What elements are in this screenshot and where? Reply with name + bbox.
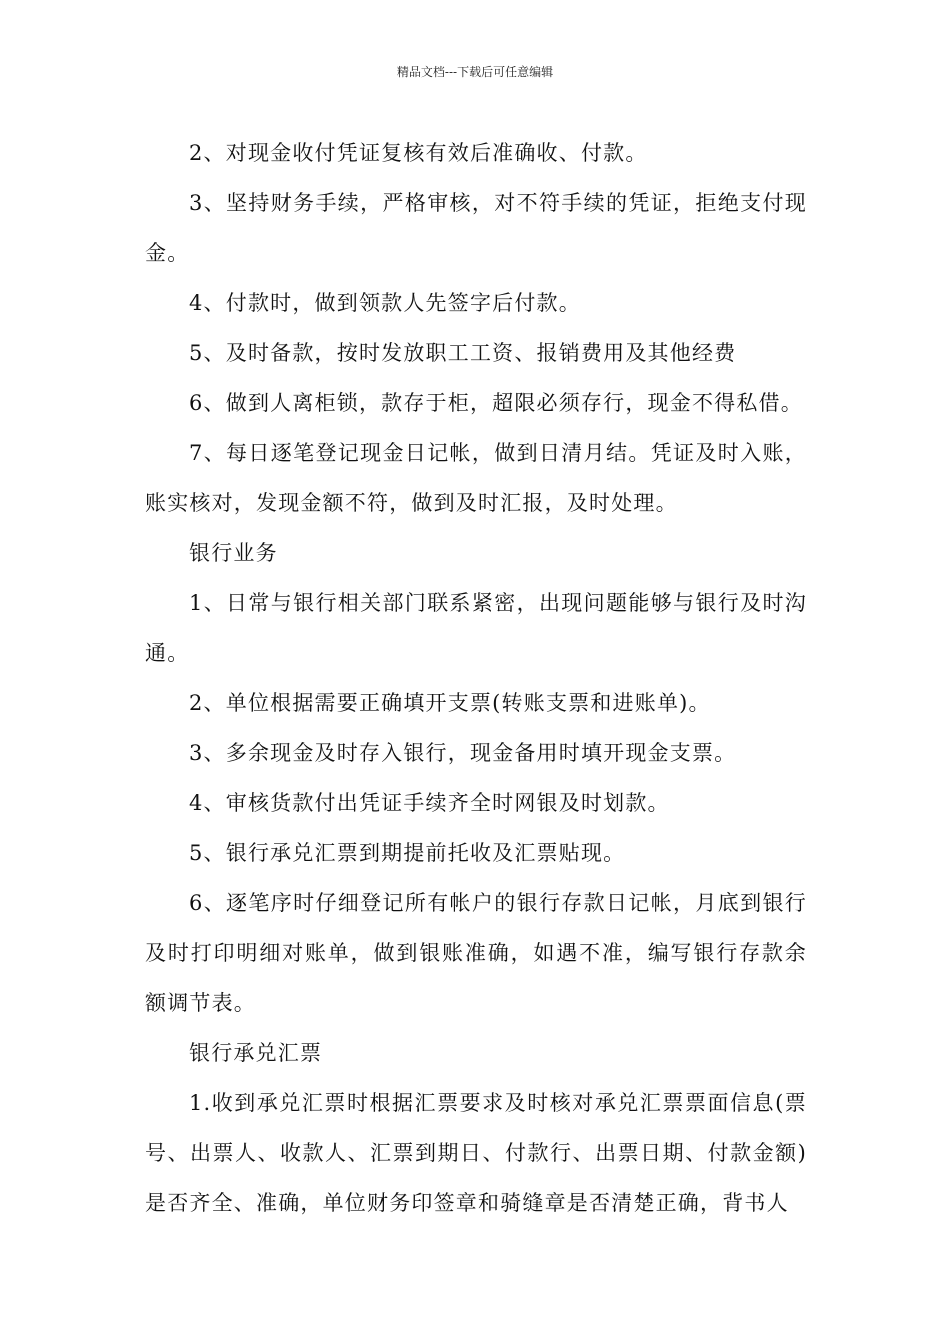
paragraph-bank-5: 5、银行承兑汇票到期提前托收及汇票贴现。	[189, 841, 626, 865]
paragraph-bank-2: 2、单位根据需要正确填开支票(转账支票和进账单)。	[189, 691, 711, 715]
paragraph-cash-7: 7、每日逐笔登记现金日记帐，做到日清月结。凭证及时入账，账实核对，发现金额不符，做到及时汇报，及时处理。	[145, 441, 807, 515]
paragraph-cash-3: 3、坚持财务手续，严格审核，对不符手续的凭证，拒绝支付现金。	[145, 191, 807, 265]
paragraph-cash-5: 5、及时备款，按时发放职工工资、报销费用及其他经费	[189, 341, 737, 365]
paragraph-bank-4: 4、审核货款付出凭证手续齐全时网银及时划款。	[189, 791, 670, 815]
paragraph-cash-4: 4、付款时，做到领款人先签字后付款。	[189, 291, 581, 315]
paragraph-cash-6: 6、做到人离柜锁，款存于柜，超限必须存行，现金不得私借。	[189, 391, 803, 415]
section-heading-bank-business: 银行业务	[189, 541, 278, 565]
paragraph-bill-1: 1.收到承兑汇票时根据汇票要求及时核对承兑汇票票面信息(票号、出票人、收款人、汇票到期日、付款行、出票日期、付款金额)是否齐全、准确，单位财务印签章和骑缝章是否清楚正确，背书人	[145, 1091, 807, 1215]
paragraph-cash-2: 2、对现金收付凭证复核有效后准确收、付款。	[189, 141, 648, 165]
paragraph-bank-3: 3、多余现金及时存入银行，现金备用时填开现金支票。	[189, 741, 737, 765]
document-body	[145, 128, 807, 1228]
paragraph-bank-6: 6、逐笔序时仔细登记所有帐户的银行存款日记帐，月底到银行及时打印明细对账单，做到银账准确，如遇不准，编写银行存款余额调节表。	[145, 891, 807, 1015]
page-header: 精品文档---下载后可任意编辑	[396, 65, 554, 79]
paragraph-bank-1: 1、日常与银行相关部门联系紧密，出现问题能够与银行及时沟通。	[145, 591, 807, 665]
section-heading-acceptance-bill: 银行承兑汇票	[189, 1041, 323, 1065]
